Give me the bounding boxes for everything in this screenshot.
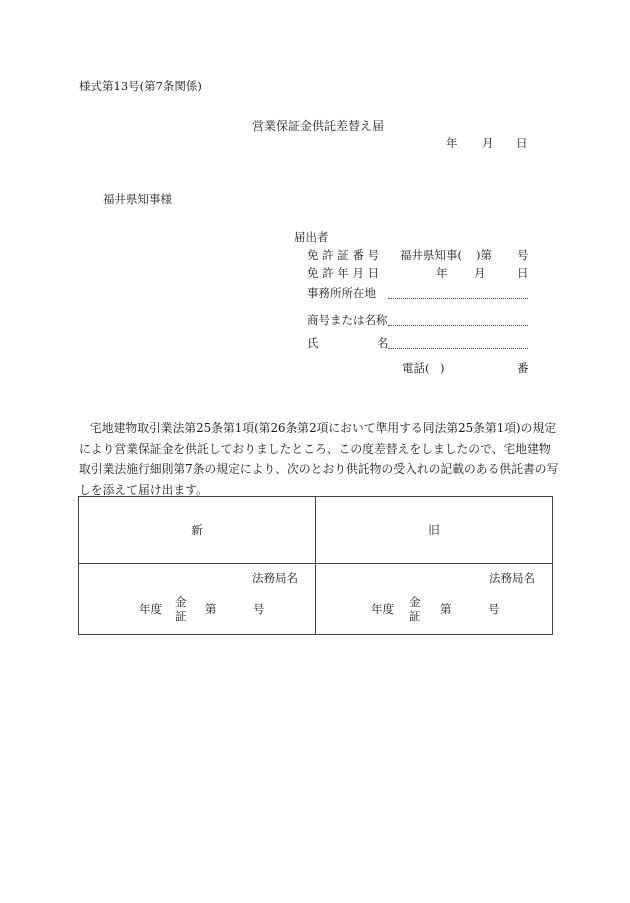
old-sho-label: 証 xyxy=(409,609,421,623)
name-field-line[interactable] xyxy=(388,348,528,349)
old-dai-label: 第 xyxy=(440,602,452,616)
body-line-3: 取引業法施行細則第7条の規定により、次のとおり供託物の受入れの記載のある供託書の写 xyxy=(79,462,559,476)
body-line-4: しを添えて届け出ます。 xyxy=(79,482,208,497)
addressee: 福井県知事様 xyxy=(103,192,172,206)
new-dai-label: 第 xyxy=(205,602,217,616)
old-header: 旧 xyxy=(428,523,440,537)
license-paren-close: )第 xyxy=(476,248,492,262)
new-header-cell xyxy=(79,497,316,564)
new-go-label: 号 xyxy=(253,602,265,616)
old-entry-cell[interactable] xyxy=(316,564,553,635)
date-month: 月 xyxy=(482,136,494,150)
page-title: 営業保証金供託差替え届 xyxy=(252,119,385,133)
date-year: 年 xyxy=(446,136,458,150)
office-field-line[interactable] xyxy=(388,298,528,299)
new-fiscal-year-label: 年度 xyxy=(139,602,162,616)
form-number: 様式第13号(第7条関係) xyxy=(79,79,202,93)
new-entry-cell[interactable] xyxy=(79,564,316,635)
office-label: 事務所所在地 xyxy=(307,286,376,300)
old-go-label: 号 xyxy=(488,602,500,616)
deposit-table xyxy=(78,496,553,635)
old-bureau-label: 法務局名 xyxy=(489,571,535,585)
license-go: 号 xyxy=(517,248,529,262)
license-date-day: 日 xyxy=(517,266,529,280)
old-fiscal-year-label: 年度 xyxy=(371,602,394,616)
license-date-label: 免 許 年 月 日 xyxy=(307,266,380,280)
old-kin-label: 金 xyxy=(409,595,421,609)
license-date-month: 月 xyxy=(474,266,486,280)
phone-label: 電話( xyxy=(402,361,430,375)
old-header-cell xyxy=(316,497,553,564)
phone-paren-close: ) xyxy=(440,361,445,375)
trade-name-label: 商号または名称 xyxy=(307,313,388,327)
notifier-heading: 届出者 xyxy=(294,230,329,244)
new-bureau-label: 法務局名 xyxy=(252,571,298,585)
new-kin-label: 金 xyxy=(175,595,187,609)
body-line-2: により営業保証金を供託しておりましたところ、この度差替えをしましたので、宅地建物 xyxy=(79,441,551,456)
new-sho-label: 証 xyxy=(175,609,187,623)
license-date-year: 年 xyxy=(436,266,448,280)
body-paragraph xyxy=(79,418,559,500)
trade-name-field-line[interactable] xyxy=(388,325,528,326)
name-label-2: 名 xyxy=(377,336,389,350)
date-day: 日 xyxy=(516,136,528,150)
license-number-label: 免 許 証 番 号 xyxy=(307,248,380,262)
name-label-1: 氏 xyxy=(307,336,319,350)
phone-ban: 番 xyxy=(517,361,529,375)
new-header: 新 xyxy=(191,523,203,537)
license-authority: 福井県知事( xyxy=(400,248,462,262)
body-line-1: 宅地建物取引業法第25条第1項(第26条第2項において準用する同法第25条第1項)の規定 xyxy=(90,421,557,435)
